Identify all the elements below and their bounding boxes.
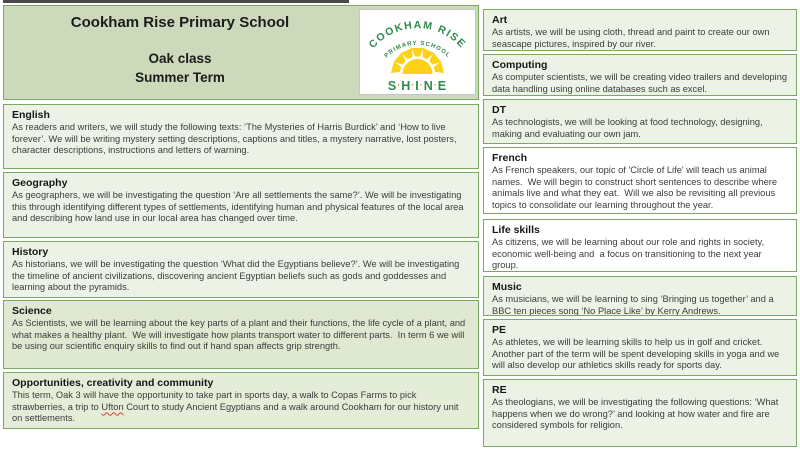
section-body (12, 390, 470, 425)
header (3, 5, 479, 100)
section-re (483, 379, 797, 447)
section-body: As readers and writers, we will study the following texts: ‘The Mysteries of Harris Burdick’ and ‘How to live forever’. We will be writing mystery setting descriptions, captions and titles, a mystery narrative, lost posters, character descriptions, instructions and letters of warning. (12, 122, 460, 156)
section-title: English (12, 109, 50, 121)
section-title: PE (492, 324, 507, 336)
section-body: As computer scientists, we will be creating video trailers and developing data handling using online databases such as excel. (492, 72, 790, 94)
section-english (3, 104, 479, 169)
section-body: As Scientists, we will be learning about the key parts of a plant and their functions, the life cycle of a plant, and what makes a healthy plant. We will investigate how plants transport water to different parts. In term 6 we will be using our scientific enquiry skills to find out if hand span affects grip strength. (12, 318, 468, 352)
section-title: DT (492, 104, 506, 116)
section-body: As musicians, we will be learning to sing ‘Bringing us together’ and a BBC ten pieces song ‘No Place Like’ by Kerry Andrews. (492, 294, 777, 316)
section-title: Music (492, 281, 522, 293)
top-edge-line (3, 0, 349, 3)
section-history (3, 241, 479, 298)
section-pe (483, 319, 797, 376)
section-title: RE (492, 384, 507, 396)
section-opportunities (3, 372, 479, 429)
logo-arc-text-bottom: PRIMARY SCHOOL (383, 40, 452, 60)
section-science (3, 300, 479, 369)
page-title: Cookham Rise Primary School (70, 14, 290, 31)
section-life-skills (483, 219, 797, 272)
right-column (483, 9, 797, 447)
class-name: Oak class (148, 51, 212, 66)
section-body: As citizens, we will be learning about our role and rights in society, economic well-being and a focus on transitioning to the next year group. (492, 237, 767, 271)
school-logo (359, 9, 476, 95)
section-body: As historians, we will be investigating the question ‘What did the Egyptians believe?’. We will be investigating the timeline of ancient civilizations, discovering ancient Egyptian beliefs such as gods and goddesses and learning about the pyramids. (12, 259, 462, 293)
section-music (483, 276, 797, 316)
section-body: As athletes, we will be learning skills to help us in golf and cricket. Another part of the term will be spent developing skills in yoga and we will also develop our athletics skills ready for sports day. (492, 337, 782, 371)
section-body: As geographers, we will be investigating the question ‘Are all settlements the same?’. We will be investigating this through identifying different types of settlements, identifying human and physical features of the local area and describing how land use in our local area has changed over time. (12, 190, 467, 224)
section-geography (3, 172, 479, 238)
section-computing (483, 54, 797, 96)
section-dt (483, 99, 797, 144)
body-text: Court to study Ancient Egyptians and a walk around Cookham for our history unit on settlements. (12, 401, 462, 424)
section-body: As theologians, we will be investigating the following questions: ‘What happens when we do wrong?’ and looking at how water and fire are considered symbols for religion. (492, 397, 781, 431)
logo-motto: S·H·I·N·E (387, 79, 448, 93)
section-title: Opportunities, creativity and community (12, 377, 214, 389)
section-body: As artists, we will be using cloth, thread and paint to create our own seascape pictures, inspired by our river. (492, 27, 773, 49)
section-title: Life skills (492, 224, 540, 236)
sun-logo-icon (360, 10, 475, 76)
section-title: History (12, 246, 49, 258)
section-title: Science (12, 305, 52, 317)
section-title: Art (492, 14, 508, 26)
section-french (483, 147, 797, 214)
section-body: As technologists, we will be looking at food technology, designing, making and evaluating our own jam. (492, 117, 766, 139)
misspelled-word: Ufton (101, 401, 124, 412)
sun-icon (391, 48, 444, 75)
logo-arc-text-top: COOKHAM RISE (366, 19, 469, 51)
section-title: Geography (12, 177, 68, 189)
header-text (4, 6, 356, 85)
body-text: This term, Oak 3 will have the opportunity to take part in sports day, a walk to Copas Farms to pick strawberries, a trip to (12, 390, 420, 412)
section-title: Computing (492, 59, 548, 71)
left-column (3, 5, 479, 429)
section-body: As French speakers, our topic of 'Circle of Life' will teach us animal names. We will begin to construct short sentences to describe where animals live and what they eat. Will we also be revisiting all previous topics to consolidate our learning throughout the year. (492, 165, 780, 210)
section-art (483, 9, 797, 51)
section-title: French (492, 152, 528, 164)
term-label: Summer Term (135, 70, 225, 85)
